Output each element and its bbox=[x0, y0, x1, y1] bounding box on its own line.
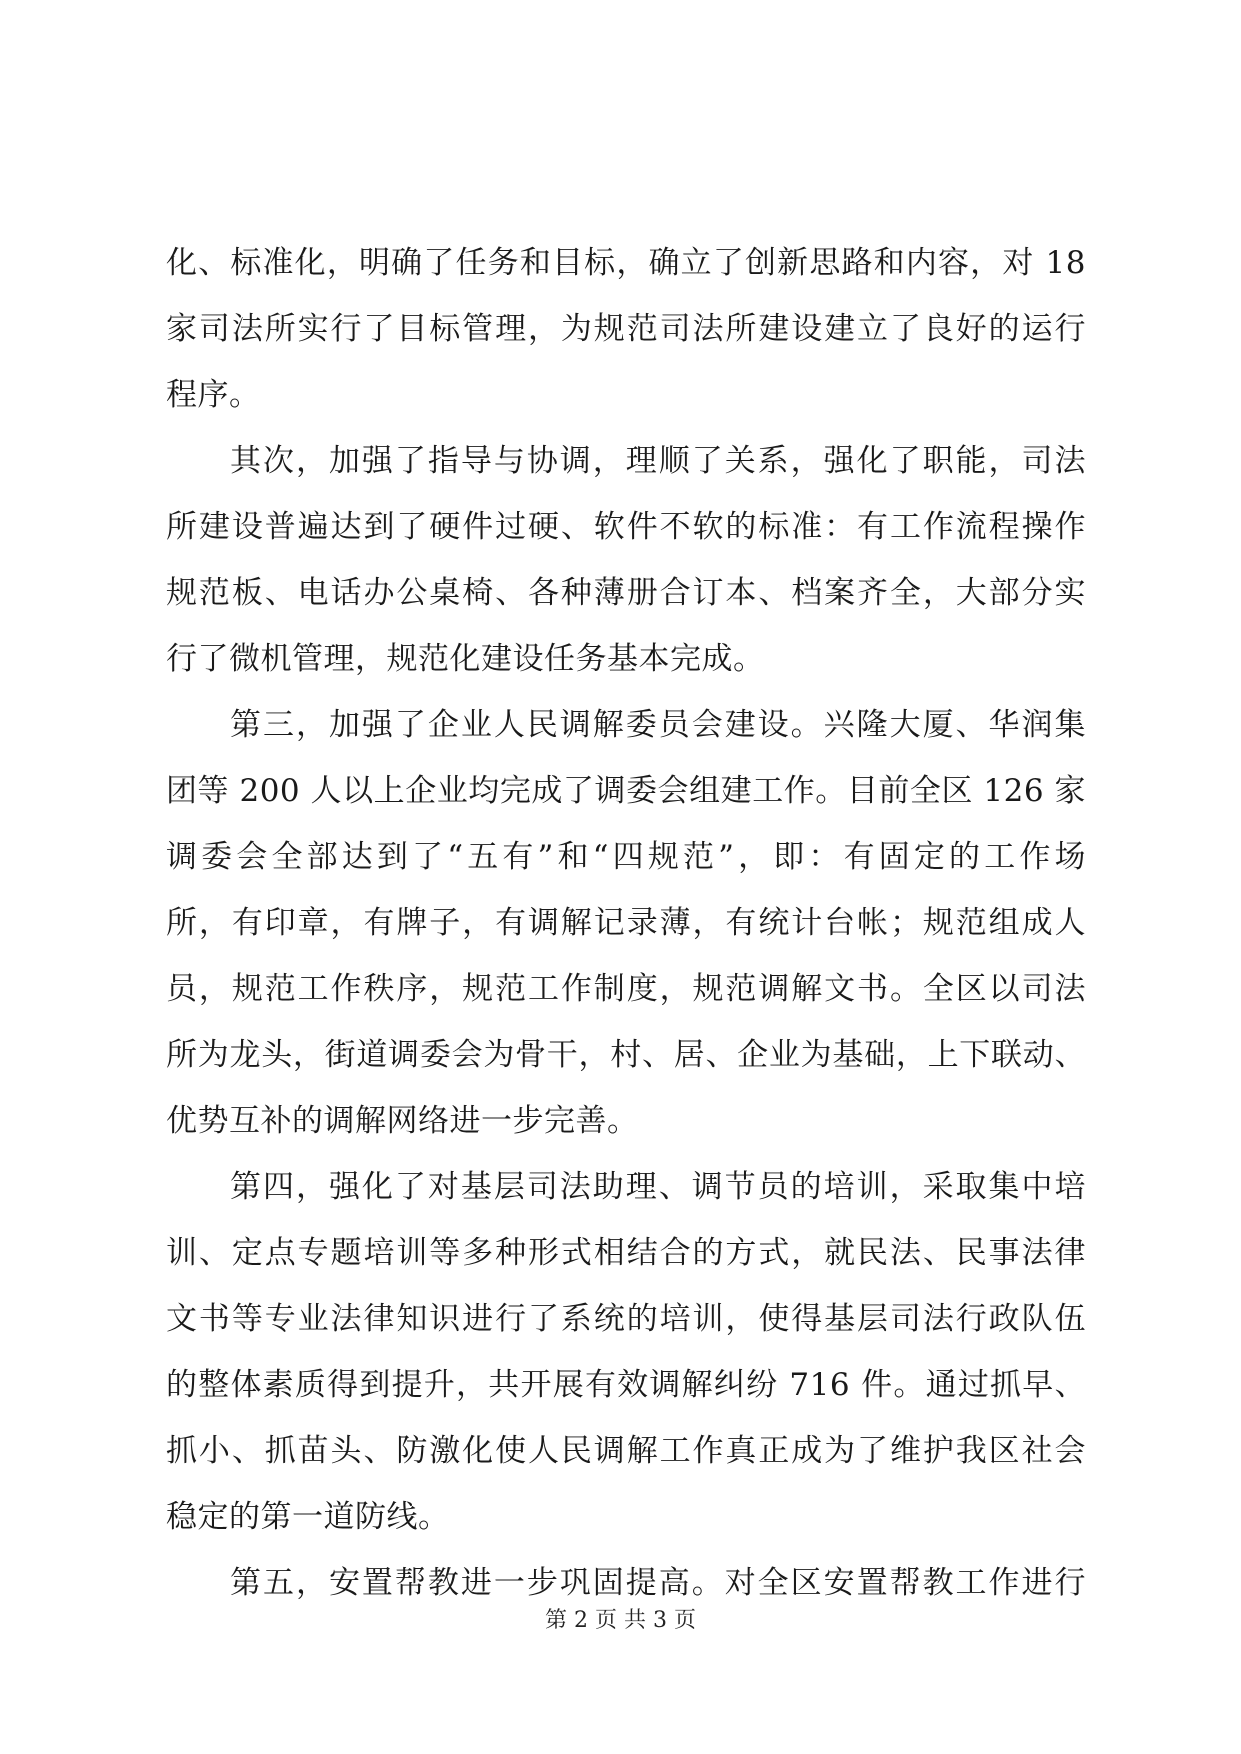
page-number-footer: 第 2 页 共 3 页 bbox=[545, 1608, 696, 1633]
text-line: 所建设普遍达到了硬件过硬、软件不软的标准：有工作流程操作 bbox=[166, 509, 1086, 545]
text-line: 员，规范工作秩序，规范工作制度，规范调解文书。全区以司法 bbox=[166, 971, 1086, 1007]
text-line: 第五，安置帮教进一步巩固提高。对全区安置帮教工作进行 bbox=[230, 1565, 1086, 1601]
text-line: 第三，加强了企业人民调解委员会建设。兴隆大厦、华润集 bbox=[230, 707, 1086, 743]
text-line: 团等 200 人以上企业均完成了调委会组建工作。目前全区 126 家 bbox=[166, 773, 1086, 809]
text-line: 的整体素质得到提升，共开展有效调解纠纷 716 件。通过抓早、 bbox=[166, 1367, 1086, 1403]
text-line: 训、定点专题培训等多种形式相结合的方式，就民法、民事法律 bbox=[166, 1235, 1086, 1271]
text-line: 抓小、抓苗头、防激化使人民调解工作真正成为了维护我区社会 bbox=[166, 1433, 1086, 1469]
text-line: 文书等专业法律知识进行了系统的培训，使得基层司法行政队伍 bbox=[166, 1301, 1086, 1337]
text-line: 规范板、电话办公桌椅、各种薄册合订本、档案齐全，大部分实 bbox=[166, 575, 1086, 611]
text-line: 家司法所实行了目标管理，为规范司法所建设建立了良好的运行 bbox=[166, 311, 1086, 347]
document-body bbox=[166, 230, 1086, 1616]
text-line: 所为龙头，街道调委会为骨干，村、居、企业为基础，上下联动、 bbox=[166, 1037, 1086, 1073]
text-line: 其次，加强了指导与协调，理顺了关系，强化了职能，司法 bbox=[230, 443, 1086, 479]
text-line: 优势互补的调解网络进一步完善。 bbox=[166, 1103, 639, 1139]
paragraph-4 bbox=[166, 1154, 1086, 1550]
paragraph-3 bbox=[166, 692, 1086, 1154]
text-line: 程序。 bbox=[166, 377, 261, 413]
text-line: 稳定的第一道防线。 bbox=[166, 1499, 450, 1535]
text-line: 所，有印章，有牌子，有调解记录薄，有统计台帐；规范组成人 bbox=[166, 905, 1086, 941]
paragraph-2 bbox=[166, 428, 1086, 692]
text-line: 化、标准化，明确了任务和目标，确立了创新思路和内容，对 18 bbox=[166, 245, 1086, 281]
text-line: 行了微机管理，规范化建设任务基本完成。 bbox=[166, 641, 765, 677]
paragraph-1 bbox=[166, 230, 1086, 428]
text-line: 第四，强化了对基层司法助理、调节员的培训，采取集中培 bbox=[230, 1169, 1086, 1205]
text-line: 调委会全部达到了“五有”和“四规范”，即：有固定的工作场 bbox=[166, 839, 1086, 875]
